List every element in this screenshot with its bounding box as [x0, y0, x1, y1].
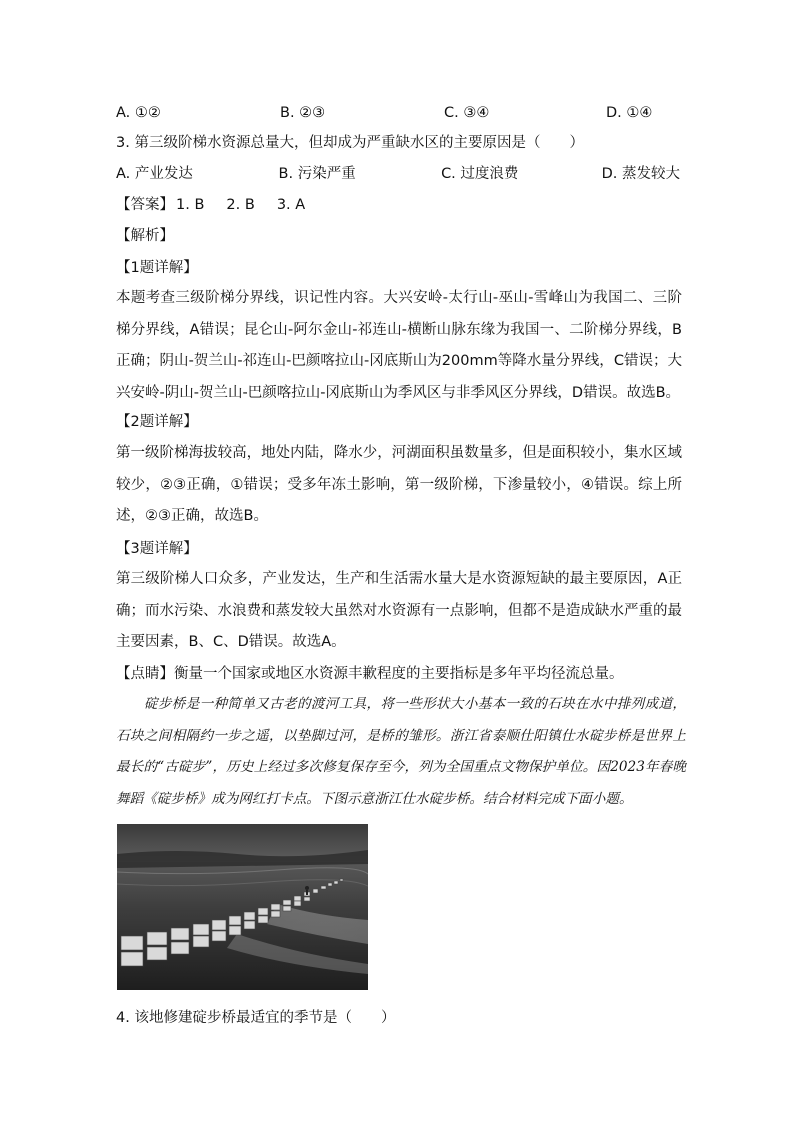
q2-options	[116, 103, 680, 123]
answer-item: 2. B	[226, 197, 255, 213]
detail3-heading: 【3题详解】	[116, 541, 198, 557]
q2-option-b: B. ②③	[280, 105, 326, 121]
detail2-heading: 【2题详解】	[116, 414, 198, 430]
answer-line	[116, 195, 680, 215]
analysis-tag: 【解析】	[116, 228, 174, 244]
q3-stem: 3. 第三级阶梯水资源总量大，但却成为严重缺水区的主要原因是（ ）	[116, 135, 584, 151]
q2-option-c: C. ③④	[444, 105, 490, 121]
q4-stem: 4. 该地修建碇步桥最适宜的季节是（ ）	[116, 1010, 396, 1026]
tip-line	[116, 664, 680, 684]
material-text: 碇步桥是一种简单又古老的渡河工具，将一些形状大小基本一致的石块在水中排列成道，石块之间相隔约一步之遥，以垫脚过河，是桥的雏形。浙江省泰顺仕阳镇仕水碇步桥是世界上最长的“古碇步”，历史上经过多次修复保存至今，列为全国重点文物保护单位。因2023年春晚舞蹈《碇步桥》成为网红打卡点。下图示意浙江仕水碇步桥。结合材料完成下面小题。	[116, 696, 686, 807]
tip-text: 衡量一个国家或地区水资源丰歉程度的主要指标是多年平均径流总量。	[174, 666, 624, 682]
detail1-text: 本题考查三级阶梯分界线，识记性内容。大兴安岭-太行山-巫山-雪峰山为我国二、三阶梯分界线，A错误；昆仑山-阿尔金山-祁连山-横断山脉东缘为我国一、二阶梯分界线，B正确；阴山-贺兰山-祁连山-巴颜喀拉山-冈底斯山为200mm等降水量分界线，C错误；大兴安岭-阴山-贺兰山-巴颜喀拉山-冈底斯山为季风区与非季风区分界线，D错误。故选B。	[116, 290, 682, 401]
q2-option-d: D. ①④	[606, 105, 653, 121]
detail1-heading: 【1题详解】	[116, 260, 198, 276]
q3-option-c: C. 过度浪费	[441, 166, 519, 182]
answer-tag: 【答案】	[116, 197, 174, 213]
q2-option-a: A. ①②	[116, 105, 161, 121]
answer-item: 3. A	[276, 197, 306, 213]
stepping-stone-bridge-photo	[117, 824, 368, 990]
tip-tag: 【点睛】	[116, 666, 174, 682]
q3-option-b: B. 污染严重	[278, 166, 356, 182]
q3-options	[116, 164, 680, 184]
answer-item: 1. B	[176, 197, 205, 213]
q3-option-a: A. 产业发达	[116, 166, 193, 182]
q3-option-d: D. 蒸发较大	[601, 166, 680, 182]
detail2-text: 第一级阶梯海拔较高，地处内陆，降水少，河湖面积虽数量多，但是面积较小，集水区域较少，②③正确，①错误；受多年冻土影响，第一级阶梯，下渗量较小，④错误。综上所述，②③正确，故选B。	[116, 445, 682, 524]
detail3-text: 第三级阶梯人口众多，产业发达，生产和生活需水量大是水资源短缺的最主要原因，A正确；而水污染、水浪费和蒸发较大虽然对水资源有一点影响，但都不是造成缺水严重的最主要因素，B、C、D错误。故选A。	[116, 571, 682, 650]
